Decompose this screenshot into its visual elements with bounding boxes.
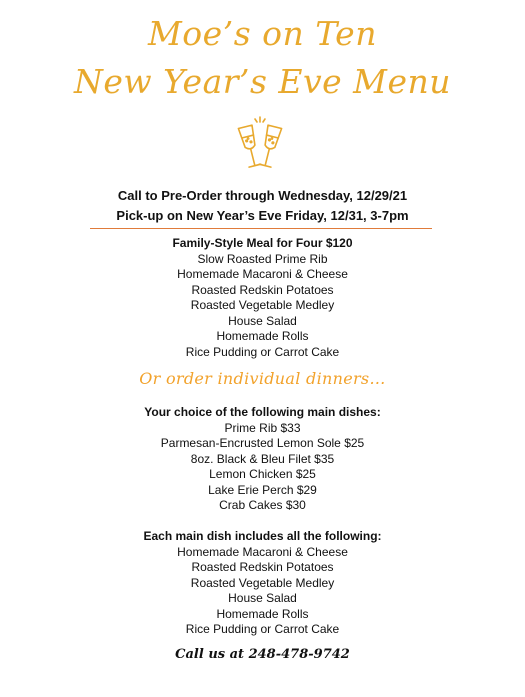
preorder-deadline: Call to Pre-Order through Wednesday, 12/29/21 [117,188,408,203]
restaurant-name: Moe’s on Ten [148,14,377,53]
list-item: Prime Rib $33 [224,420,301,435]
list-item: Homemade Macaroni & Cheese [177,544,348,559]
list-item: Homemade Rolls [216,329,309,343]
list-item: Slow Roasted Prime Rib [197,251,328,266]
list-item: Lemon Chicken $25 [209,467,316,481]
includes-heading: Each main dish includes all the following: [143,529,382,543]
list-item: House Salad [228,591,297,605]
list-item: Roasted Redskin Potatoes [191,282,334,297]
list-item: Rice Pudding or Carrot Cake [185,344,340,359]
phone-contact: Call us at 248-478-9742 [175,647,350,662]
list-item: Crab Cakes $30 [219,498,306,512]
list-item: Lake Erie Perch $29 [208,482,317,497]
includes-section [0,529,525,638]
main-dishes-section [0,405,525,514]
champagne-glasses-icon [237,116,283,174]
list-item: Rice Pudding or Carrot Cake [185,622,340,636]
list-item: Roasted Redskin Potatoes [191,560,334,574]
list-item: Homemade Rolls [216,606,309,621]
list-item: Homemade Macaroni & Cheese [177,267,348,281]
list-item: House Salad [228,313,297,328]
list-item: Roasted Vegetable Medley [190,298,335,312]
family-meal-section [0,236,525,360]
family-meal-heading: Family-Style Meal for Four $120 [172,236,353,250]
individual-dinners-tagline: Or order individual dinners… [139,369,386,388]
divider-line [90,228,432,229]
list-item: 8oz. Black & Bleu Filet $35 [190,451,335,466]
list-item: Parmesan-Encrusted Lemon Sole $25 [160,436,365,450]
menu-title: New Year’s Eve Menu [73,62,452,101]
list-item: Roasted Vegetable Medley [190,575,335,590]
main-dishes-heading: Your choice of the following main dishes: [144,405,381,419]
pickup-info: Pick-up on New Year’s Eve Friday, 12/31, 3-7pm [116,208,409,223]
